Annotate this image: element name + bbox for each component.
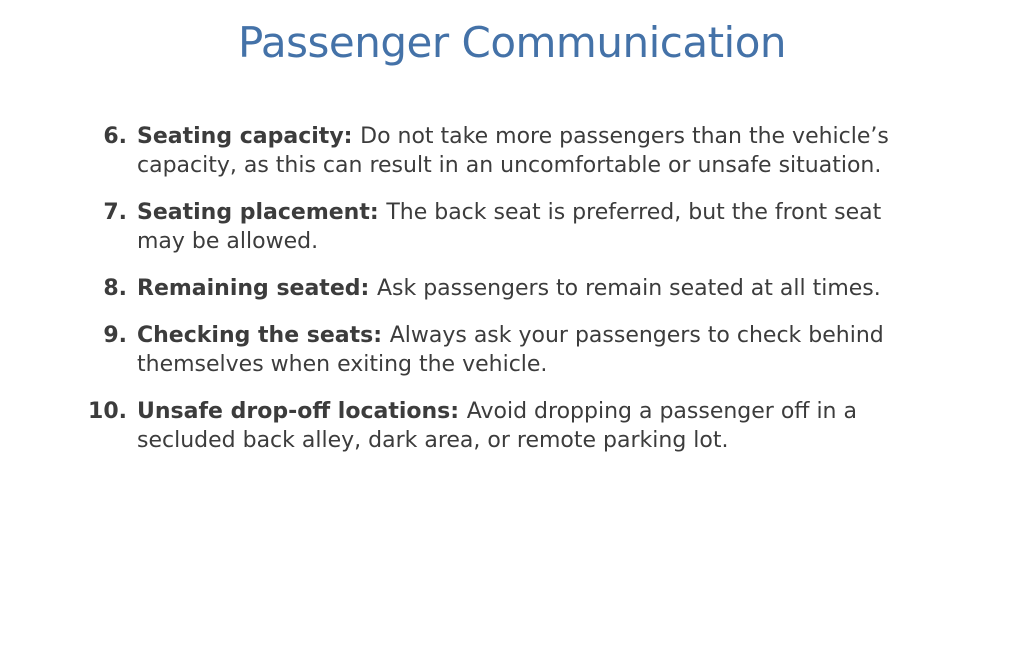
list-item-seating-placement <box>0 198 1024 256</box>
list-item-number: 10. <box>88 399 127 424</box>
list-item-text: The back seat is preferred, but the front seat may be allowed. <box>137 200 882 254</box>
list-item-checking-seats <box>0 321 1024 379</box>
list-item-remaining-seated <box>0 274 1024 303</box>
list-item-text: Do not take more passengers than the vehicle’s capacity, as this can result in an uncomfortable or unsafe situation. <box>137 124 889 178</box>
list-item-number: 8. <box>103 276 127 301</box>
list-item-number: 9. <box>103 323 127 348</box>
list-item-text: Always ask your passengers to check behind themselves when exiting the vehicle. <box>137 323 884 377</box>
list-item-term: Remaining seated: <box>137 276 377 301</box>
list-item-unsafe-drop-off <box>0 397 1024 455</box>
list-item-text: Ask passengers to remain seated at all times. <box>376 276 881 301</box>
list-item-number: 6. <box>103 124 127 149</box>
numbered-list <box>0 122 1024 473</box>
list-item-seating-capacity <box>0 122 1024 180</box>
slide-title: Passenger Communication <box>237 18 787 67</box>
list-item-number: 7. <box>103 200 127 225</box>
list-item-term: Seating placement: <box>137 200 387 225</box>
list-item-term: Checking the seats: <box>137 323 390 348</box>
list-item-text: Avoid dropping a passenger off in a secluded back alley, dark area, or remote parking lot. <box>137 399 857 453</box>
list-item-term: Unsafe drop-off locations: <box>137 399 467 424</box>
list-item-term: Seating capacity: <box>137 124 361 149</box>
